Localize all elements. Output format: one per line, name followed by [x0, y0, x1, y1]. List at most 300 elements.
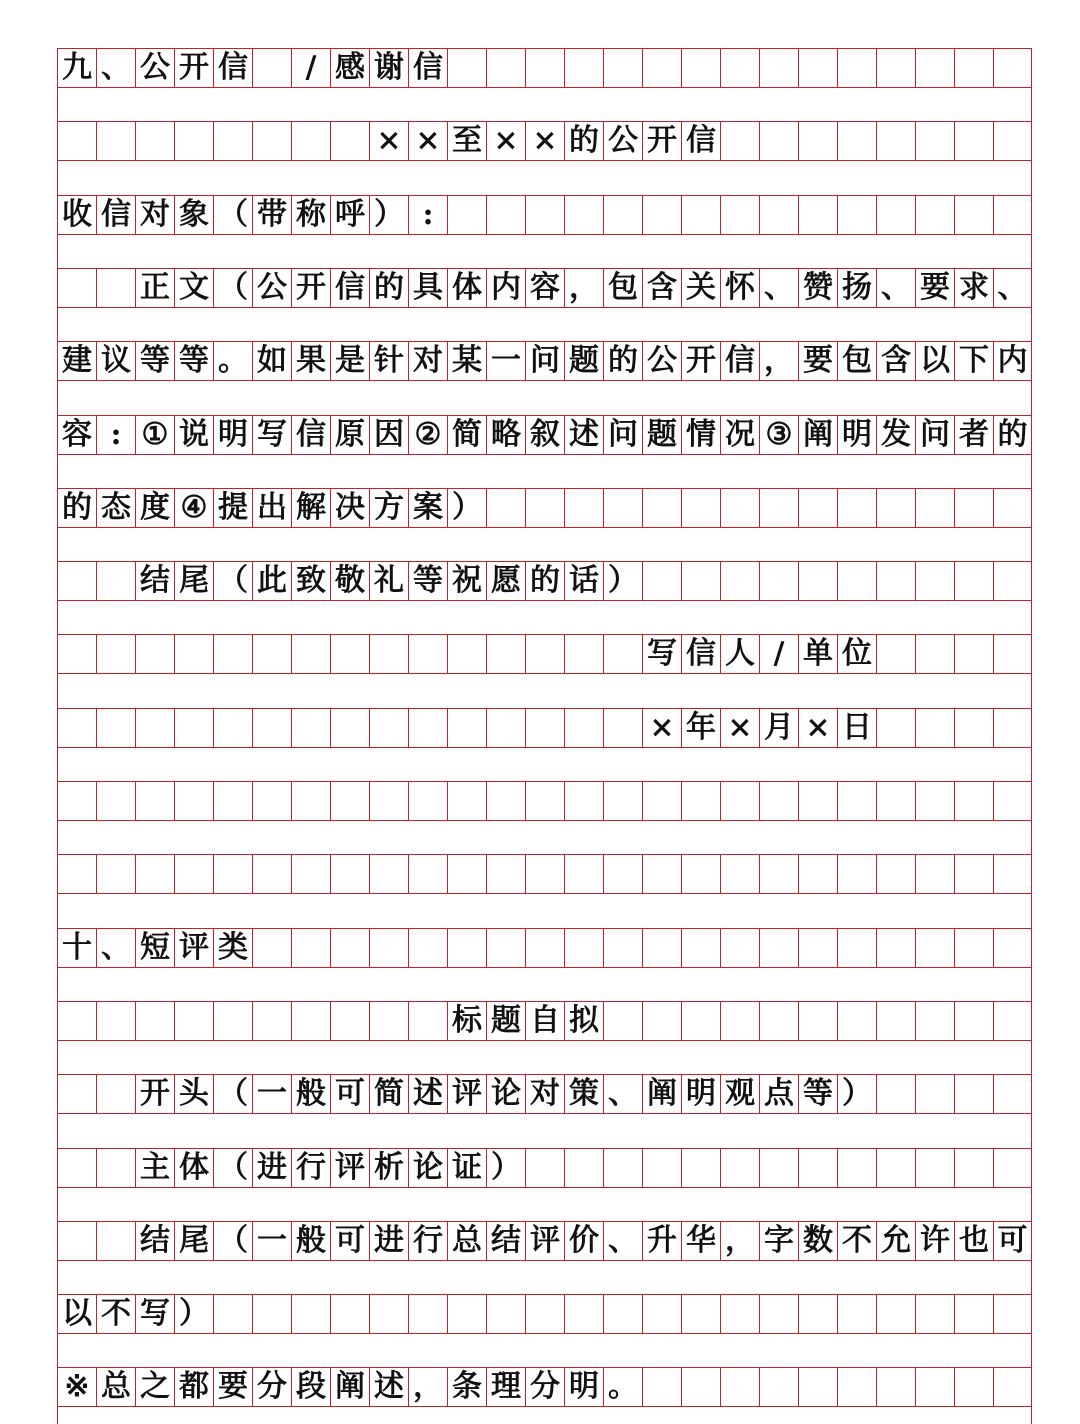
grid-cell: 点 [759, 1075, 798, 1113]
grid-cell [759, 1368, 798, 1406]
grid-cell [291, 1002, 330, 1040]
grid-cell: 简 [369, 1075, 408, 1113]
grid-cell [330, 1002, 369, 1040]
grid-cell: 公 [252, 269, 291, 307]
grid-cell [954, 49, 993, 87]
grid-cell: : [96, 416, 135, 454]
grid-cell [96, 709, 135, 747]
grid-cell [876, 122, 915, 160]
grid-cell: 十 [57, 929, 96, 967]
grid-cell: 祝 [447, 562, 486, 600]
grid-cell: 月 [759, 709, 798, 747]
grid-cell [993, 782, 1032, 820]
grid-cell: 位 [837, 635, 876, 673]
grid-cell [330, 709, 369, 747]
grid-cell [993, 122, 1032, 160]
grid-cell [720, 1368, 759, 1406]
grid-cell [642, 489, 681, 527]
grid-cell: × [720, 709, 759, 747]
grid-cell: 人 [720, 635, 759, 673]
grid-cell: 述 [408, 1075, 447, 1113]
grid-cell: 的 [993, 416, 1032, 454]
grid-cell: 论 [486, 1075, 525, 1113]
grid-cell [447, 49, 486, 87]
grid-cell [486, 1295, 525, 1333]
grid-cell [798, 1368, 837, 1406]
grid-cell [798, 196, 837, 234]
grid-cell [681, 855, 720, 893]
grid-cell: 华 [681, 1222, 720, 1260]
grid-cell: 以 [57, 1295, 96, 1333]
grid-cell [720, 1149, 759, 1187]
grid-cell: 问 [525, 342, 564, 380]
grid-row-review-title [57, 1001, 1032, 1041]
grid-cell: 信 [330, 269, 369, 307]
grid-cell: ） [603, 562, 642, 600]
grid-cell [681, 1002, 720, 1040]
grid-cell [447, 855, 486, 893]
grid-cell: 结 [135, 562, 174, 600]
grid-cell [798, 562, 837, 600]
grid-cell [408, 709, 447, 747]
grid-cell: 析 [369, 1149, 408, 1187]
grid-cell [369, 709, 408, 747]
grid-cell [876, 855, 915, 893]
grid-cell [759, 562, 798, 600]
grid-cell: × [642, 709, 681, 747]
grid-cell: 谢 [369, 49, 408, 87]
grid-cell: 信 [96, 196, 135, 234]
grid-cell: 、 [96, 49, 135, 87]
grid-cell [642, 855, 681, 893]
grid-cell: 尾 [174, 1222, 213, 1260]
grid-row-blank-2 [57, 854, 1032, 894]
grid-cell [135, 709, 174, 747]
grid-cell [486, 855, 525, 893]
grid-cell: 等 [135, 342, 174, 380]
grid-cell: 可 [330, 1222, 369, 1260]
grid-cell: : [408, 196, 447, 234]
grid-cell [330, 929, 369, 967]
grid-cell [564, 709, 603, 747]
grid-cell: 开 [291, 269, 330, 307]
grid-cell [759, 929, 798, 967]
grid-cell: 的 [369, 269, 408, 307]
grid-cell [915, 49, 954, 87]
grid-cell [603, 929, 642, 967]
grid-cell [486, 782, 525, 820]
grid-cell: 容 [525, 269, 564, 307]
grid-cell: ， [408, 1368, 447, 1406]
grid-cell [720, 782, 759, 820]
grid-cell [915, 1368, 954, 1406]
grid-cell: 自 [525, 1002, 564, 1040]
grid-cell: 、 [876, 269, 915, 307]
grid-cell [447, 196, 486, 234]
grid-cell: 进 [252, 1149, 291, 1187]
grid-cell [837, 196, 876, 234]
grid-cell [720, 122, 759, 160]
grid-cell [681, 782, 720, 820]
grid-cell: 提 [213, 489, 252, 527]
grid-cell [837, 1149, 876, 1187]
grid-cell [798, 782, 837, 820]
grid-cell [252, 49, 291, 87]
grid-cell: （ [213, 562, 252, 600]
grid-cell [330, 782, 369, 820]
grid-cell [525, 709, 564, 747]
grid-cell [486, 709, 525, 747]
grid-cell: 总 [447, 1222, 486, 1260]
grid-cell: 原 [330, 416, 369, 454]
grid-cell [993, 1075, 1032, 1113]
grid-cell: × [525, 122, 564, 160]
grid-cell: 求 [954, 269, 993, 307]
grid-cell [603, 49, 642, 87]
grid-cell [252, 929, 291, 967]
grid-cell: 象 [174, 196, 213, 234]
grid-cell: 写 [135, 1295, 174, 1333]
grid-cell: 致 [291, 562, 330, 600]
grid-cell: ④ [174, 489, 213, 527]
grid-cell: 开 [135, 1075, 174, 1113]
grid-cell [252, 1295, 291, 1333]
grid-cell [252, 122, 291, 160]
grid-cell: 公 [135, 49, 174, 87]
grid-cell [720, 1295, 759, 1333]
grid-cell [525, 782, 564, 820]
grid-cell: 、 [759, 269, 798, 307]
grid-cell: 等 [798, 1075, 837, 1113]
grid-cell: 。 [603, 1368, 642, 1406]
grid-cell: 数 [798, 1222, 837, 1260]
grid-row-review-opening [57, 1074, 1032, 1114]
grid-cell: 写 [642, 635, 681, 673]
grid-cell [720, 489, 759, 527]
grid-cell: 的 [564, 122, 603, 160]
grid-cell [642, 782, 681, 820]
grid-row-section-10-heading [57, 928, 1032, 968]
grid-cell [720, 196, 759, 234]
grid-cell [798, 122, 837, 160]
grid-row-body-1 [57, 268, 1032, 308]
grid-cell: 含 [876, 342, 915, 380]
grid-cell: 者 [954, 416, 993, 454]
grid-cell [642, 1295, 681, 1333]
grid-cell [447, 1295, 486, 1333]
grid-cell [369, 855, 408, 893]
grid-cell: 以 [915, 342, 954, 380]
grid-cell [213, 782, 252, 820]
grid-cell: 决 [330, 489, 369, 527]
grid-cell: / [291, 49, 330, 87]
grid-cell: 礼 [369, 562, 408, 600]
grid-cell [135, 122, 174, 160]
grid-cell: 也 [954, 1222, 993, 1260]
grid-cell: 九 [57, 49, 96, 87]
grid-row-date [57, 708, 1032, 748]
grid-cell [96, 1222, 135, 1260]
grid-cell [57, 562, 96, 600]
grid-cell [915, 709, 954, 747]
grid-cell: 内 [993, 342, 1032, 380]
grid-cell: 评 [174, 929, 213, 967]
grid-cell [954, 782, 993, 820]
grid-cell [603, 196, 642, 234]
grid-cell [837, 1295, 876, 1333]
grid-cell: 等 [174, 342, 213, 380]
grid-cell [993, 489, 1032, 527]
grid-cell [837, 49, 876, 87]
grid-cell: （ [213, 1075, 252, 1113]
grid-cell [96, 562, 135, 600]
grid-cell [798, 49, 837, 87]
grid-cell [369, 1295, 408, 1333]
grid-row-body-2 [57, 341, 1032, 381]
grid-cell: 写 [252, 416, 291, 454]
grid-cell: 头 [174, 1075, 213, 1113]
grid-cell [876, 1075, 915, 1113]
grid-cell [447, 929, 486, 967]
grid-cell [96, 122, 135, 160]
grid-cell [876, 1295, 915, 1333]
grid-cell: 评 [330, 1149, 369, 1187]
grid-row-blank-1 [57, 781, 1032, 821]
grid-cell [603, 782, 642, 820]
grid-cell [135, 855, 174, 893]
grid-cell: 一 [252, 1075, 291, 1113]
grid-cell [252, 782, 291, 820]
grid-cell: 题 [564, 342, 603, 380]
grid-cell: 是 [330, 342, 369, 380]
grid-cell: 文 [174, 269, 213, 307]
grid-cell: 体 [174, 1149, 213, 1187]
grid-cell: 愿 [486, 562, 525, 600]
grid-cell [603, 1149, 642, 1187]
grid-cell [642, 1002, 681, 1040]
grid-cell [369, 635, 408, 673]
grid-cell: 态 [96, 489, 135, 527]
grid-cell [525, 49, 564, 87]
grid-cell [525, 855, 564, 893]
grid-cell [525, 1295, 564, 1333]
grid-cell [759, 122, 798, 160]
grid-cell: 扬 [837, 269, 876, 307]
grid-cell [57, 782, 96, 820]
grid-cell: 、 [603, 1075, 642, 1113]
grid-cell: 类 [213, 929, 252, 967]
grid-cell: 述 [564, 416, 603, 454]
grid-cell [252, 709, 291, 747]
grid-cell: 信 [291, 416, 330, 454]
grid-cell: 问 [915, 416, 954, 454]
grid-cell [993, 196, 1032, 234]
grid-cell [291, 855, 330, 893]
grid-cell: × [369, 122, 408, 160]
grid-cell: 分 [252, 1368, 291, 1406]
grid-cell: 信 [681, 635, 720, 673]
grid-cell [915, 782, 954, 820]
grid-cell: 出 [252, 489, 291, 527]
grid-cell [993, 1149, 1032, 1187]
grid-cell [564, 1149, 603, 1187]
grid-cell [96, 1149, 135, 1187]
grid-cell [720, 49, 759, 87]
grid-row-letter-title [57, 121, 1032, 161]
grid-cell [837, 1368, 876, 1406]
grid-cell [915, 855, 954, 893]
grid-cell [993, 49, 1032, 87]
grid-cell [252, 855, 291, 893]
grid-cell: ② [408, 416, 447, 454]
grid-cell: 情 [681, 416, 720, 454]
grid-cell [681, 489, 720, 527]
grid-cell: ， [720, 1222, 759, 1260]
grid-cell: 带 [252, 196, 291, 234]
grid-cell [252, 1002, 291, 1040]
grid-cell [837, 489, 876, 527]
grid-cell: 要 [915, 269, 954, 307]
grid-cell [837, 122, 876, 160]
grid-cell: 称 [291, 196, 330, 234]
grid-cell [369, 1002, 408, 1040]
grid-cell [798, 1002, 837, 1040]
grid-cell [174, 709, 213, 747]
grid-cell: 拟 [564, 1002, 603, 1040]
grid-cell: 般 [291, 1075, 330, 1113]
grid-cell [642, 1149, 681, 1187]
grid-cell: ③ [759, 416, 798, 454]
grid-cell [603, 489, 642, 527]
grid-cell: 说 [174, 416, 213, 454]
grid-cell [837, 782, 876, 820]
grid-cell: 标 [447, 1002, 486, 1040]
grid-cell: 简 [447, 416, 486, 454]
grid-cell [564, 929, 603, 967]
grid-cell [837, 929, 876, 967]
grid-cell: 正 [135, 269, 174, 307]
grid-cell: 阐 [330, 1368, 369, 1406]
grid-cell: （ [213, 196, 252, 234]
grid-cell [993, 1368, 1032, 1406]
grid-cell: 对 [525, 1075, 564, 1113]
grid-cell: 阐 [642, 1075, 681, 1113]
grid-cell: ， [564, 269, 603, 307]
grid-cell: 下 [954, 342, 993, 380]
grid-cell: 题 [642, 416, 681, 454]
grid-cell: 要 [213, 1368, 252, 1406]
grid-cell: × [798, 709, 837, 747]
grid-cell [993, 562, 1032, 600]
grid-cell [837, 855, 876, 893]
grid-row-body-3 [57, 415, 1032, 455]
grid-cell: 题 [486, 1002, 525, 1040]
grid-cell: 赞 [798, 269, 837, 307]
grid-cell [291, 929, 330, 967]
grid-cell: 明 [564, 1368, 603, 1406]
grid-cell: ） [369, 196, 408, 234]
grid-cell: 方 [369, 489, 408, 527]
grid-cell [681, 1295, 720, 1333]
grid-cell: 某 [447, 342, 486, 380]
grid-cell: 可 [330, 1075, 369, 1113]
grid-cell: 段 [291, 1368, 330, 1406]
grid-cell [525, 489, 564, 527]
grid-cell [642, 562, 681, 600]
grid-cell [954, 1075, 993, 1113]
grid-cell [564, 489, 603, 527]
grid-cell [759, 1002, 798, 1040]
grid-cell [798, 855, 837, 893]
grid-cell: 体 [447, 269, 486, 307]
grid-cell: 证 [447, 1149, 486, 1187]
grid-cell: 问 [603, 416, 642, 454]
grid-cell [213, 855, 252, 893]
grid-cell: 针 [369, 342, 408, 380]
grid-row-review-closing-2 [57, 1294, 1032, 1334]
grid-cell: 如 [252, 342, 291, 380]
grid-row-summary-note [57, 1367, 1032, 1407]
grid-cell: 案 [408, 489, 447, 527]
grid-cell [954, 1368, 993, 1406]
grid-cell: 年 [681, 709, 720, 747]
grid-cell: 、 [96, 929, 135, 967]
grid-cell [954, 1149, 993, 1187]
grid-cell [486, 929, 525, 967]
grid-cell [720, 562, 759, 600]
grid-cell: 度 [135, 489, 174, 527]
grid-cell: 叙 [525, 416, 564, 454]
grid-row-review-body [57, 1148, 1032, 1188]
grid-cell: 尾 [174, 562, 213, 600]
grid-cell [291, 635, 330, 673]
grid-cell: 包 [603, 269, 642, 307]
grid-cell [57, 855, 96, 893]
grid-cell [486, 49, 525, 87]
grid-cell: / [759, 635, 798, 673]
grid-cell: 条 [447, 1368, 486, 1406]
grid-cell: 述 [369, 1368, 408, 1406]
grid-cell [291, 1295, 330, 1333]
grid-cell [96, 635, 135, 673]
grid-cell [915, 1002, 954, 1040]
grid-cell: 都 [174, 1368, 213, 1406]
grid-cell [876, 49, 915, 87]
grid-cell [213, 709, 252, 747]
grid-row-review-closing-1 [57, 1221, 1032, 1261]
grid-cell: 具 [408, 269, 447, 307]
grid-cell [993, 635, 1032, 673]
grid-cell: 信 [213, 49, 252, 87]
grid-cell: 信 [408, 49, 447, 87]
grid-cell [642, 929, 681, 967]
grid-cell [915, 196, 954, 234]
grid-cell [57, 635, 96, 673]
grid-cell [369, 782, 408, 820]
grid-cell [96, 782, 135, 820]
grid-cell: 般 [291, 1222, 330, 1260]
grid-cell: 短 [135, 929, 174, 967]
grid-cell [408, 929, 447, 967]
grid-cell [525, 196, 564, 234]
grid-cell: 解 [291, 489, 330, 527]
grid-cell: 话 [564, 562, 603, 600]
grid-cell [447, 709, 486, 747]
grid-cell: 容 [57, 416, 96, 454]
grid-cell [993, 1295, 1032, 1333]
grid-cell [876, 1368, 915, 1406]
grid-cell [876, 562, 915, 600]
